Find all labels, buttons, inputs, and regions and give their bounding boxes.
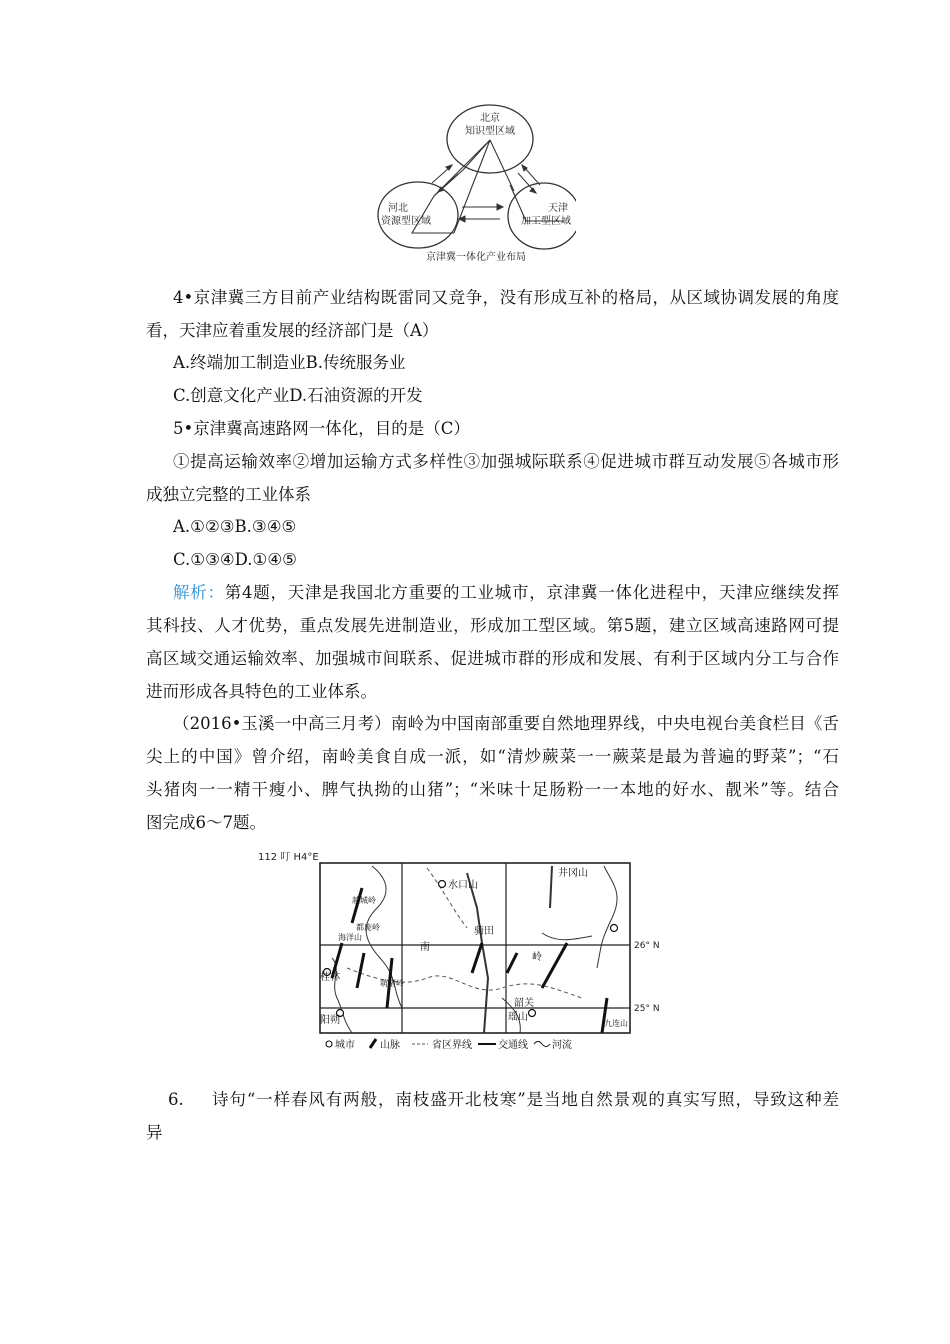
analysis-line2: 其科技、人才优势，重点发展先进制造业，形成加工型区域。第5题，建立区域高速路网可提 [146,616,839,635]
map-place-label: 九连山 [604,1019,628,1028]
q4-options-ab: A.终端加工制造业B.传统服务业 [173,353,406,372]
q4-line2: 看，天津应着重发展的经济部门是（A） [146,321,439,340]
map-mountains [332,888,607,1033]
svg-text:骑田: 骑田 [474,926,494,937]
map-lon-label: 112 叮 H4°E [258,852,319,863]
svg-text:山脉: 山脉 [380,1040,400,1051]
svg-text:桂林: 桂林 [320,972,340,983]
q4-options-cd: C.创意文化产业D.石油资源的开发 [173,386,423,405]
svg-text:岭: 岭 [532,952,542,963]
svg-text:城市: 城市 [335,1040,355,1051]
map-lat25: 25° N [634,1004,660,1014]
map-place-labels [320,866,628,1028]
analysis-line1 [173,582,839,604]
svg-text:省区界线: 省区界线 [432,1040,472,1051]
intro-line2: 尖上的中国》曾介绍，南岭美食自成一派，如“清炒蕨菜一一蕨菜是最为普遍的野菜”；“石 [146,747,839,766]
svg-text:瑶山: 瑶山 [508,1012,528,1023]
q6-line1: 诗句“一样春风有两般，南枝盛开北枝寒”是当地自然景观的真实写照，导致这种差 [212,1090,839,1109]
analysis-line4: 进而形成各具特色的工业体系。 [146,682,377,701]
analysis-label: 解析： [173,583,225,602]
svg-text:韶关: 韶关 [514,998,534,1009]
q5-stem: 5•京津冀高速路网一体化，目的是（C） [173,419,470,438]
svg-text:交通线: 交通线 [498,1040,528,1051]
q5-options-ab: A.①②③B.③④⑤ [173,517,297,536]
map-legend [326,1038,572,1051]
hebei-type: 资源型区域 [381,216,431,227]
figure1-caption: 京津冀一体化产业布局 [426,252,526,263]
q6-line2: 异 [146,1123,163,1142]
q5-line2: 成独立完整的工业体系 [146,485,311,504]
beijing-name: 北京 [480,113,500,124]
q6-number: 6. [168,1090,184,1109]
svg-text:阳朔: 阳朔 [320,1015,340,1026]
map-lat26: 26° N [634,941,660,951]
nanling-map [252,848,664,1052]
intro-line4: 图完成6〜7题。 [146,813,266,832]
hebei-name: 河北 [388,203,408,214]
beijing-type: 知识型区域 [465,126,515,137]
intro-line3: 头猪肉一一精干瘦小、脾气执拗的山猪”；“米味十足肠粉一一本地的好水、靓米”等。结合 [146,780,839,799]
map-place-label: 萌渚岭 [380,979,404,988]
q5-line1: ①提高运输效率②增加运输方式多样性③加强城际联系④促进城市群互动发展⑤各城市形 [173,452,839,471]
svg-text:河流: 河流 [552,1040,572,1051]
svg-text:水口山: 水口山 [448,880,478,891]
analysis-line3: 高区域交通运输效率、加强城市间联系、促进城市群的形成和发展、有利于区域内分工与合作 [146,649,839,668]
analysis-text1: 第4题，天津是我国北方重要的工业城市，京津冀一体化进程中，天津应继续发挥 [224,583,839,602]
tianjin-type: 加工型区域 [521,216,571,227]
map-place-label: 海洋山 [338,933,362,942]
tianjin-name: 天津 [548,203,568,214]
q5-options-cd: C.①③④D.①④⑤ [173,550,297,569]
map-place-label: 越城岭 [352,896,376,905]
jjj-industry-diagram [376,103,576,267]
svg-text:井冈山: 井冈山 [558,868,588,879]
map-place-label: 都庞岭 [356,923,380,932]
hebei-circle [378,182,458,248]
q4-line1: 4•京津冀三方目前产业结构既雷同又竞争，没有形成互补的格局，从区域协调发展的角度 [173,288,839,307]
svg-text:南: 南 [420,942,430,953]
intro-line1: （2016•玉溪一中高三月考）南岭为中国南部重要自然地理界线，中央电视台美食栏目《舌 [173,714,839,733]
